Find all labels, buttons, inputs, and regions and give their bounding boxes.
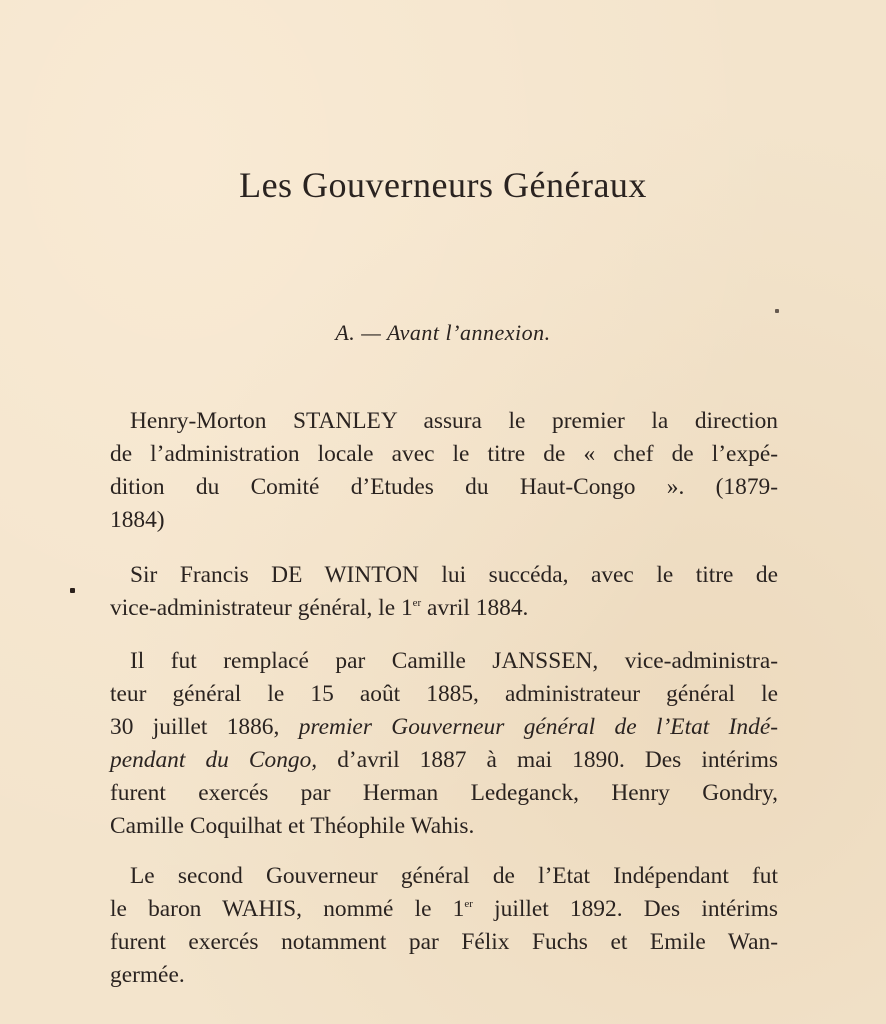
paper-speck [70,588,75,593]
text-line: germée. [110,962,185,988]
text-line: Camille Coquilhat et Théophile Wahis. [110,813,475,839]
superscript: er [412,597,422,609]
italic-text: premier Gouverneur général de l’Etat Indé- [298,714,778,740]
text-line: dition du Comité d’Etudes du Haut-Congo ». (1879- [110,474,778,500]
text-line: Il fut remplacé par Camille JANSSEN, vice-administra- [130,648,778,674]
text-line [110,592,778,625]
text-run: avril 1884. [421,595,529,621]
text-line: teur général le 15 août 1885, administrateur général le [110,681,778,707]
text-line [110,893,778,926]
text-run: 30 juillet 1886, [110,714,299,740]
paragraph-janssen [110,645,778,843]
paragraph-stanley [110,405,778,537]
text-run: d’avril 1887 à mai 1890. Des intérims [317,747,778,773]
page-title: Les Gouverneurs Généraux [239,165,647,205]
paragraph-de-winton [110,559,778,625]
text-run: vice-administrateur général, le 1 [110,595,413,621]
text-line [110,744,778,777]
text-line: de l’administration locale avec le titre de « chef de l’expé- [110,441,778,467]
text-line: Sir Francis DE WINTON lui succéda, avec le titre de [130,562,778,588]
text-run: juillet 1892. Des intérims [472,896,778,922]
text-line: 1884) [110,507,165,533]
text-line: Le second Gouverneur général de l’Etat Indépendant fut [130,863,778,889]
section-heading: A. — Avant l’annexion. [335,320,551,345]
italic-text: pendant du Congo, [110,747,318,773]
text-line: furent exercés par Herman Ledeganck, Henry Gondry, [110,780,778,806]
text-line: Henry-Morton STANLEY assura le premier la direction [130,408,778,434]
paragraph-wahis [110,860,778,992]
superscript: er [464,898,473,910]
text-run: le baron WAHIS, nommé le 1 [110,896,465,922]
text-line [110,711,778,744]
paper-speck [775,309,779,313]
text-line: furent exercés notamment par Félix Fuchs et Emile Wan- [110,929,778,955]
